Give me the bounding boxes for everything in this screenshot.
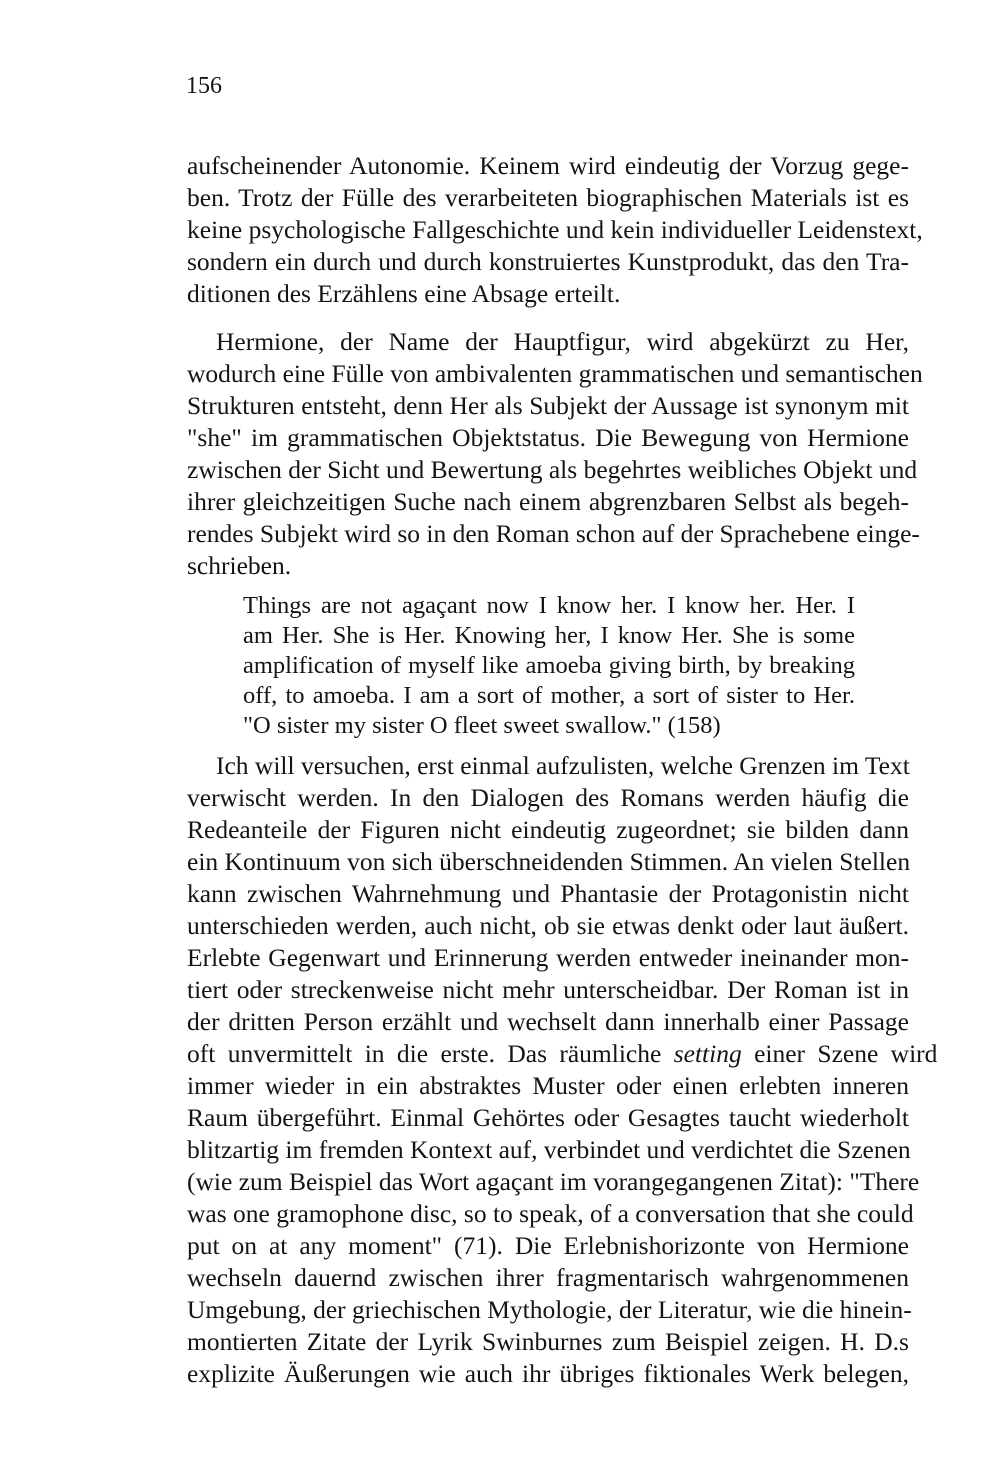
text-line: montierten Zitate der Lyrik Swinburnes zum Beispiel zeigen. H. D.s xyxy=(187,1327,909,1356)
text-line: Hermione, der Name der Hauptfigur, wird abgekürzt zu Her, xyxy=(216,327,909,356)
text-line: tiert oder streckenweise nicht mehr unterscheidbar. Der Roman ist in xyxy=(187,975,909,1004)
quote-line: "O sister my sister O fleet sweet swallow." (158) xyxy=(243,712,721,739)
text-line: wechseln dauernd zwischen ihrer fragmentarisch wahrgenommenen xyxy=(187,1263,909,1292)
text-line: Umgebung, der griechischen Mythologie, der Literatur, wie die hinein- xyxy=(187,1295,912,1324)
text-line: zwischen der Sicht und Bewertung als begehrtes weibliches Objekt und xyxy=(187,455,918,484)
text-line: der dritten Person erzählt und wechselt dann innerhalb einer Passage xyxy=(187,1007,909,1036)
text-line: (wie zum Beispiel das Wort agaçant im vorangegangenen Zitat): "There xyxy=(187,1167,920,1196)
text-line: Erlebte Gegenwart und Erinnerung werden entweder ineinander mon- xyxy=(187,943,909,972)
text-line: Redeanteile der Figuren nicht eindeutig zugeordnet; sie bilden dann xyxy=(187,815,909,844)
text-line: put on at any moment" (71). Die Erlebnishorizonte von Hermione xyxy=(187,1231,909,1260)
page-number: 156 xyxy=(186,73,222,99)
text-fragment: oft unvermittelt in die erste. Das räumliche xyxy=(187,1039,674,1068)
text-line: verwischt werden. In den Dialogen des Romans werden häufig die xyxy=(187,783,909,812)
text-line: rendes Subjekt wird so in den Roman schon auf der Sprachebene einge- xyxy=(187,519,920,548)
text-line: ben. Trotz der Fülle des verarbeiteten biographischen Materials ist es xyxy=(187,183,909,212)
text-line: blitzartig im fremden Kontext auf, verbindet und verdichtet die Szenen xyxy=(187,1135,911,1164)
text-line: "she" im grammatischen Objektstatus. Die Bewegung von Hermione xyxy=(187,423,909,452)
text-line: schrieben. xyxy=(187,551,292,580)
text-line: ditionen des Erzählens eine Absage erteilt. xyxy=(187,279,621,308)
text-line: sondern ein durch und durch konstruiertes Kunstprodukt, das den Tra- xyxy=(187,247,909,276)
text-line: explizite Äußerungen wie auch ihr übriges fiktionales Werk belegen, xyxy=(187,1359,909,1388)
text-line: ihrer gleichzeitigen Suche nach einem abgrenzbaren Selbst als begeh- xyxy=(187,487,909,516)
text-line: Strukturen entsteht, denn Her als Subjekt der Aussage ist synonym mit xyxy=(187,391,909,420)
text-line xyxy=(187,1038,938,1070)
text-line: immer wieder in ein abstraktes Muster oder einen erlebten inneren xyxy=(187,1071,909,1100)
text-line: unterschieden werden, auch nicht, ob sie etwas denkt oder laut äußert. xyxy=(187,911,909,940)
text-line: was one gramophone disc, so to speak, of a conversation that she could xyxy=(187,1199,914,1228)
text-line: ein Kontinuum von sich überschneidenden Stimmen. An vielen Stellen xyxy=(187,847,911,876)
text-fragment: einer Szene wird xyxy=(741,1039,938,1068)
text-line: wodurch eine Fülle von ambivalenten grammatischen und semantischen xyxy=(187,359,923,388)
quote-line: Things are not agaçant now I know her. I know her. Her. I xyxy=(243,592,855,619)
text-line: keine psychologische Fallgeschichte und kein individueller Leidenstext, xyxy=(187,215,923,244)
text-line: Raum übergeführt. Einmal Gehörtes oder Gesagtes taucht wiederholt xyxy=(187,1103,909,1132)
quote-line: off, to amoeba. I am a sort of mother, a sort of sister to Her. xyxy=(243,682,855,709)
quote-line: amplification of myself like amoeba giving birth, by breaking xyxy=(243,652,855,679)
italic-word: setting xyxy=(673,1039,742,1068)
text-line: kann zwischen Wahrnehmung und Phantasie der Protagonistin nicht xyxy=(187,879,909,908)
text-line: aufscheinender Autonomie. Keinem wird eindeutig der Vorzug gege- xyxy=(187,151,909,180)
text-line: Ich will versuchen, erst einmal aufzulisten, welche Grenzen im Text xyxy=(216,751,910,780)
quote-line: am Her. She is Her. Knowing her, I know Her. She is some xyxy=(243,622,855,649)
